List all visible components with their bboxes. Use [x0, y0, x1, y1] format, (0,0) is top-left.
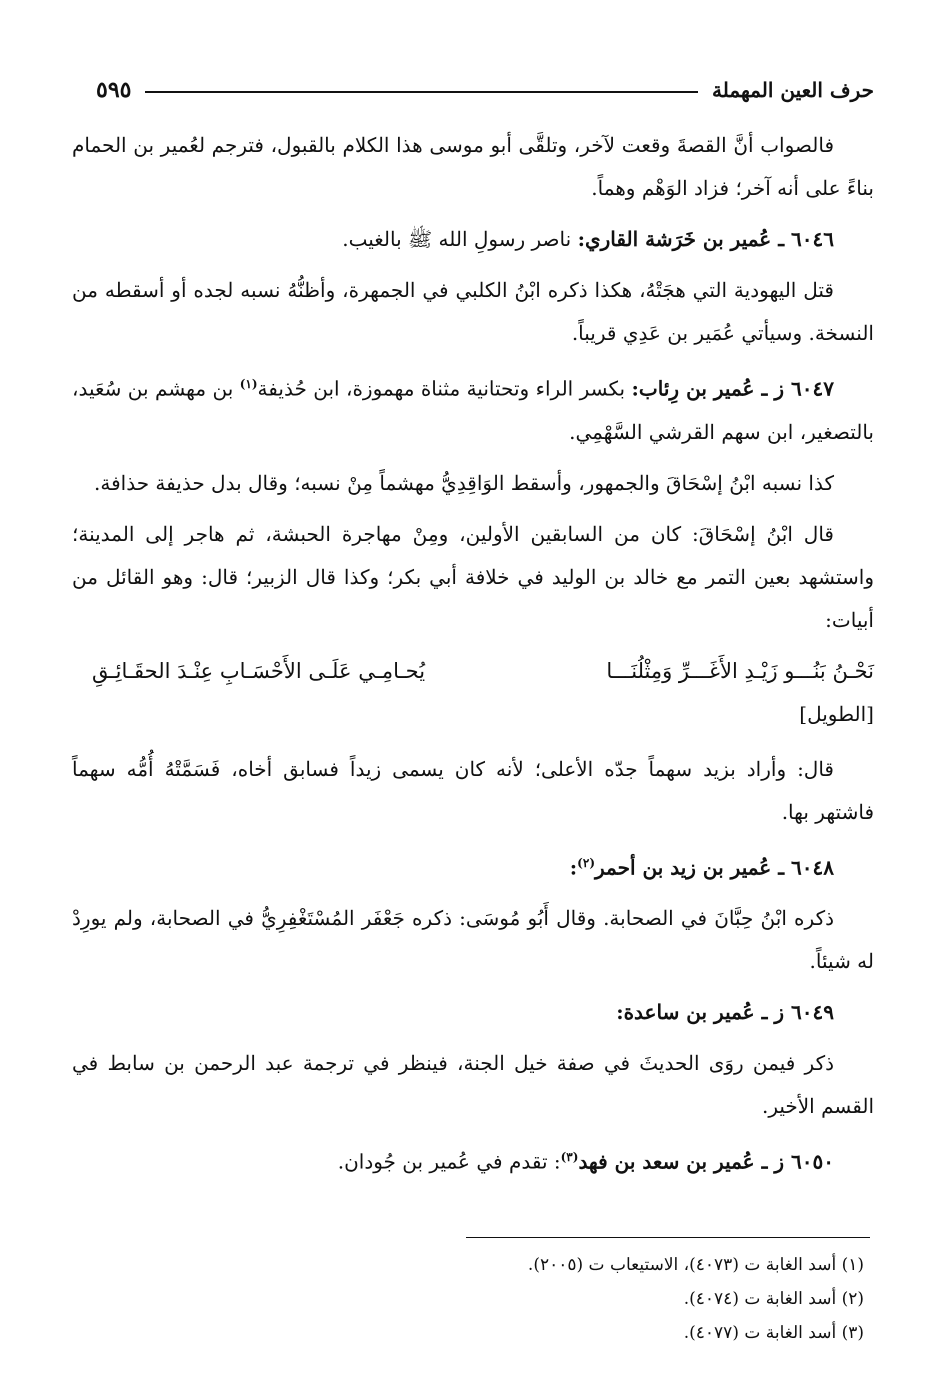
footnote-divider [466, 1237, 870, 1238]
entry-6049 [72, 991, 874, 1034]
entry-text: : [569, 855, 578, 880]
footnote: (٣) أسد الغابة ت (٤٠٧٧). [683, 1323, 864, 1343]
entry-6046 [72, 218, 874, 261]
entry-6050 [72, 1136, 874, 1184]
entry-text: : تقدم في عُمير بن جُودان. [337, 1149, 561, 1174]
entry-title: ٦٠٤٨ ـ عُمير بن زيد بن أحمر [595, 855, 834, 880]
entry-title: ٦٠٥٠ ز ـ عُمير بن سعد بن فهد [578, 1149, 834, 1174]
paragraph: ذكره ابْنُ حِبَّانَ في الصحابة. وقال أَبُو مُوسَى: ذكره جَعْفَر المُسْتَغْفِرِيُّ في الصحابة، ولم يورِدْ له شيئاً. [72, 906, 874, 974]
poem-verse [72, 650, 874, 693]
entry-6048 [72, 842, 874, 890]
entry-text: ناصر رسولِ الله ﷺ بالغيب. [342, 227, 578, 251]
footnotes [444, 1248, 864, 1350]
footnote-ref[interactable]: (١) [239, 377, 258, 391]
poetic-meter: [الطويل] [799, 701, 874, 726]
header-rule [145, 91, 698, 93]
footnote-ref[interactable]: (٣) [560, 1150, 579, 1165]
footnote: (٢) أسد الغابة ت (٤٠٧٤). [683, 1289, 864, 1309]
entry-6047 [72, 363, 874, 454]
page-header [96, 70, 874, 110]
page-number: ٥٩٥ [96, 77, 132, 103]
entry-text: بن مهشم بن سُعَيد، بالتصغير، ابن سهم القرشي السَّهْمِي. [72, 376, 874, 444]
paragraph: قال: وأراد بزيد سهماً جدّه الأعلى؛ لأنه كان يسمى زيداً فسابق أخاه، فَسَمَّتْهُ أُمُّه سهماً فاشتهر بها. [72, 756, 874, 824]
footnote: (١) أسد الغابة ت (٤٠٧٣)، الاستيعاب ت (٢٠٠٥). [527, 1255, 864, 1275]
entry-title: ٦٠٤٦ ـ عُمير بن خَرَشة القاري: [577, 227, 834, 251]
verse-first-hemistich: نَحْـنُ بَنُـــو زَيْـدِ الأَغَـــرِّ وَمِثْلُنَـــا [606, 658, 874, 683]
entry-title: ٦٠٤٩ ز ـ عُمير بن ساعدة: [616, 1000, 834, 1025]
paragraph: فالصواب أنَّ القصةَ وقعت لآخر، وتلقَّى أبو موسى هذا الكلام بالقبول، فترجم لعُمير بن الحمام بناءً على أنه آخر؛ فزاد الوَهْم وهماً. [72, 133, 874, 200]
paragraph: ذكر فيمن روَى الحديثَ في صفة خيل الجنة، فينظر في ترجمة عبد الرحمن بن سابط في القسم الأخير. [72, 1051, 874, 1119]
verse-second-hemistich: يُحـامِـي عَلَـى الأَحْسَـابِ عِنْـدَ الحقَـائِـقِ [92, 658, 426, 683]
paragraph: قال ابْنُ إسْحَاقَ: كان من السابقين الأولين، ومِنْ مهاجرة الحبشة، ثم هاجر إلى المدينة؛ واستشهد بعين التمر مع خالد بن الوليد في خلافة أبي بكر؛ وكذا قال الزبير؛ قال: وهو القائل من أبيات: [72, 521, 874, 632]
paragraph: كذا نسبه ابْنُ إسْحَاقَ والجمهور، وأسقط الوَاقِدِيُّ مهشماً مِنْ نسبه؛ وقال بدل حذيفة حذافة. [94, 470, 834, 495]
entry-title: ٦٠٤٧ ز ـ عُمير بن رِئاب: [631, 376, 835, 401]
entry-text: بكسر الراء وتحتانية مثناة مهموزة، ابن حُذيفة [257, 376, 632, 401]
footnote-ref[interactable]: (٢) [577, 855, 595, 870]
main-text [72, 124, 874, 1192]
running-title: حرف العين المهملة [712, 78, 874, 102]
paragraph: قتل اليهودية التي هجَتْهُ، هكذا ذكره ابْنُ الكلبي في الجمهرة، وأظنُّهُ نسبه لجده أو أسقطه من النسخة. وسيأتي عُمَير بن عَدِي قريباً. [72, 278, 874, 345]
